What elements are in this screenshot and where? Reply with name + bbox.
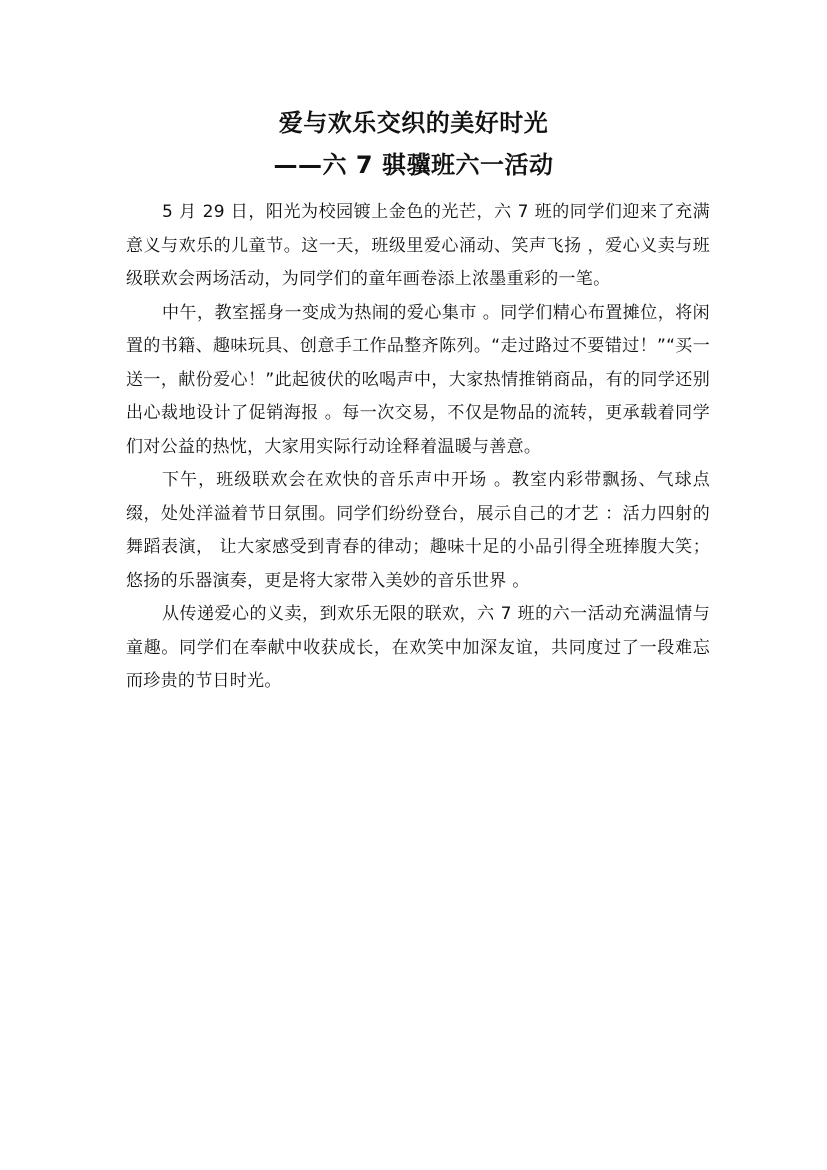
paragraph-3: 下午，班级联欢会在欢快的音乐声中开场 。教室内彩带飘扬、气球点缀，处处洋溢着节日氛围。同学们纷纷登台，展示自己的才艺 ：活力四射的舞蹈表演， 让大家感受到青春的律动；趣味十足的小品引得全班捧腹大笑；悠扬的乐器演奏，更是将大家带入美妙的音乐世界 。 (126, 470, 710, 591)
paragraph-1: 5 月 29 日，阳光为校园镀上金色的光芒，六 7 班的同学们迎来了充满意义与欢乐的儿童节。这一天，班级里爱心涌动、笑声飞扬 ，爱心义卖与班级联欢会两场活动，为同学们的童年画卷添上浓墨重彩的一笔。 (126, 202, 710, 289)
document-title: 爱与欢乐交织的美好时光 (278, 109, 549, 137)
paragraph-2: 中午，教室摇身一变成为热闹的爱心集市 。同学们精心布置摊位，将闲置的书籍、趣味玩具、创意手工作品整齐陈列。“走过路过不要错过！”“买一送一，献份爱心！”此起彼伏的吆喝声中，大家热情推销商品，有的同学还别出心裁地设计了促销海报 。每一次交易，不仅是物品的流转，更承载着同学们对公益的热忱，大家用实际行动诠释着温暖与善意。 (126, 302, 710, 457)
document-body (126, 196, 710, 699)
paragraph-4: 从传递爱心的义卖，到欢乐无限的联欢，六 7 班的六一活动充满温情与童趣。同学们在奉献中收获成长，在欢笑中加深友谊，共同度过了一段难忘而珍贵的节日时光。 (126, 604, 710, 691)
document-subtitle: ——六 7 骐骥班六一活动 (273, 151, 554, 179)
